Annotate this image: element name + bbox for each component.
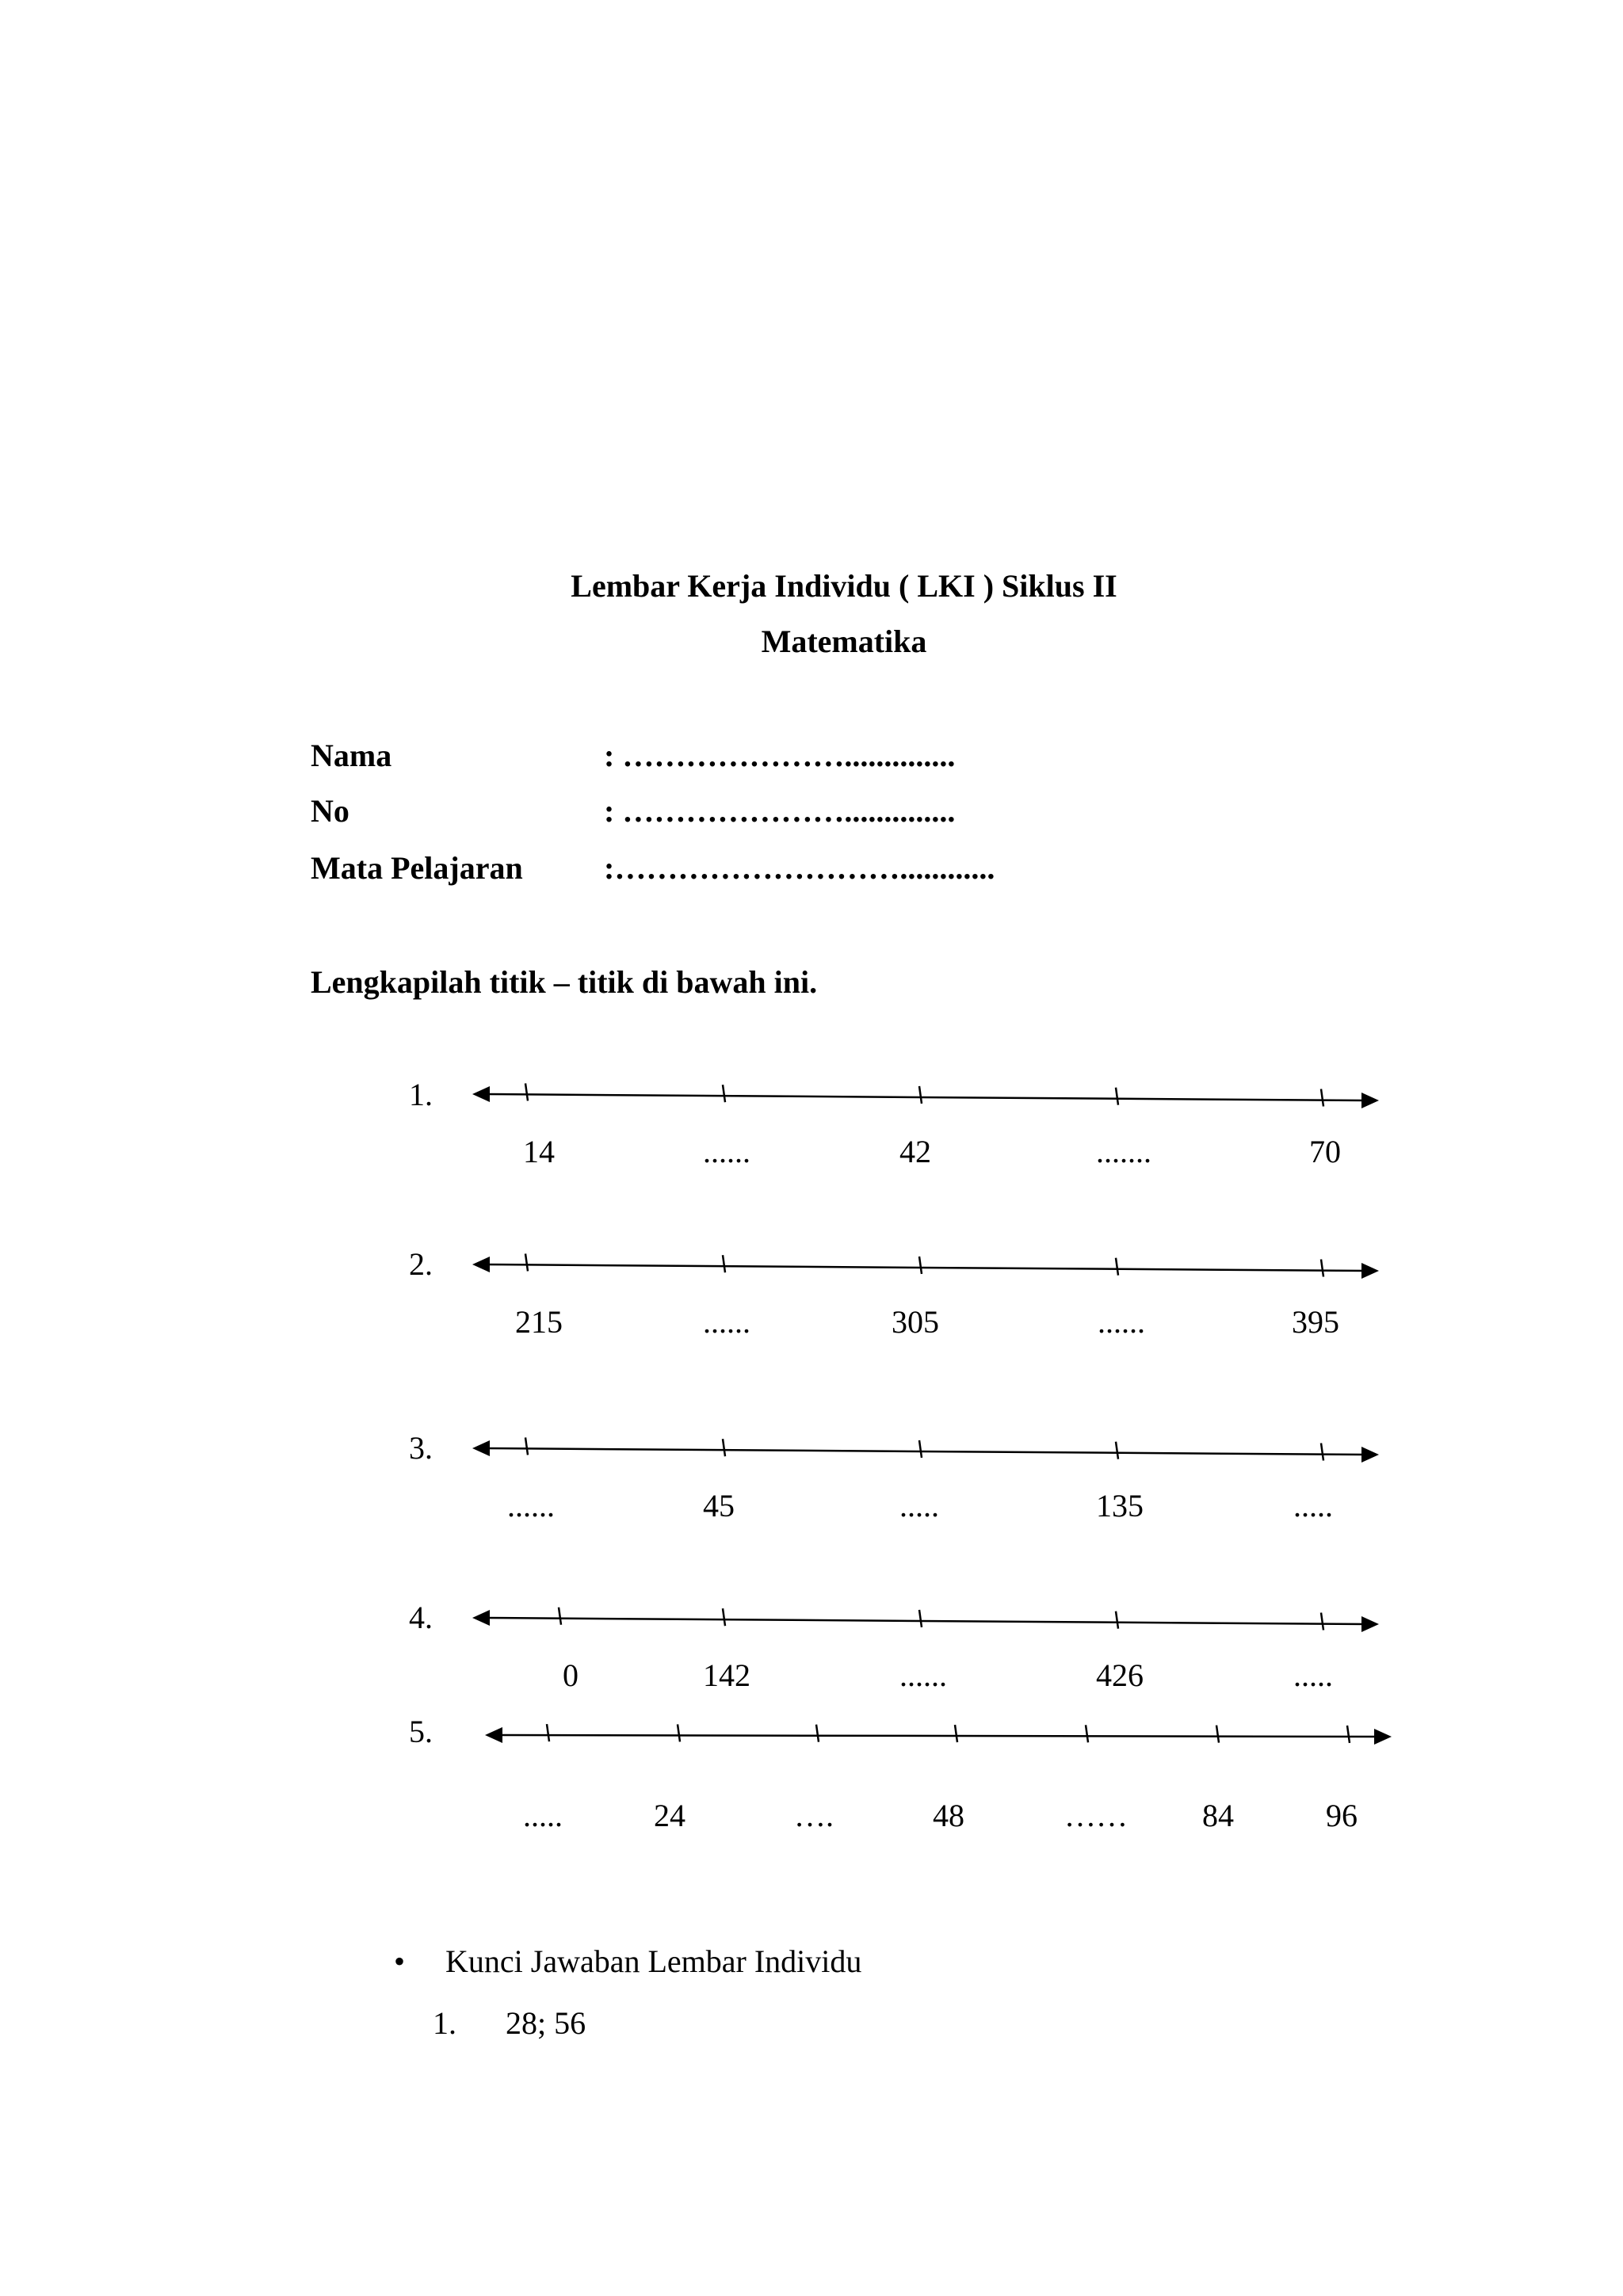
number-line-tick (816, 1725, 819, 1742)
number-line-tick (1116, 1442, 1118, 1459)
number-line-tick (723, 1085, 725, 1102)
arrow-left-icon (472, 1257, 490, 1272)
number-line (472, 1437, 1379, 1463)
number-line-label[interactable]: ...... (703, 1304, 750, 1340)
number-line-axis (483, 1264, 1366, 1271)
number-line-tick (1116, 1088, 1118, 1105)
number-line-label[interactable]: ..... (899, 1488, 939, 1524)
number-line-label: 48 (933, 1798, 964, 1833)
number-line-label[interactable]: ..... (1293, 1657, 1333, 1693)
number-line-tick (919, 1610, 922, 1627)
number-line-label[interactable]: ..... (523, 1798, 563, 1833)
problem-number: 3. (409, 1430, 433, 1466)
instruction: Lengkapilah titik – titik di bawah ini. (311, 964, 818, 1000)
field-label-nama: Nama (311, 738, 392, 773)
number-line-label: 426 (1096, 1657, 1144, 1693)
number-line-label: 70 (1309, 1134, 1341, 1169)
problem-number: 5. (409, 1714, 433, 1749)
problem-number: 2. (409, 1246, 433, 1282)
arrow-right-icon (1361, 1616, 1379, 1632)
number-line-tick (1321, 1612, 1323, 1630)
number-line-tick (525, 1083, 528, 1100)
number-line-label[interactable]: ....... (1096, 1134, 1151, 1169)
page-title: Lembar Kerja Individu ( LKI ) Siklus II (571, 568, 1117, 604)
number-line-tick (723, 1439, 725, 1456)
number-line-tick (559, 1608, 561, 1625)
number-line (472, 1608, 1379, 1632)
answer-key-item-number: 1. (433, 2005, 456, 2041)
field-value-nama[interactable]: : ………………….............. (604, 738, 956, 773)
problem-number: 4. (409, 1600, 433, 1635)
arrow-left-icon (472, 1440, 490, 1456)
number-line-axis (483, 1094, 1366, 1100)
number-line-label[interactable]: …. (794, 1798, 834, 1833)
arrow-right-icon (1361, 1263, 1379, 1279)
number-line-label: 135 (1096, 1488, 1144, 1524)
number-line-tick (1347, 1726, 1350, 1743)
number-line-tick (525, 1437, 528, 1455)
arrow-right-icon (1361, 1093, 1379, 1108)
number-line-label[interactable]: …… (1064, 1798, 1128, 1833)
bullet-icon: • (394, 1943, 406, 1979)
number-line-axis (483, 1618, 1366, 1624)
number-line-label: 305 (892, 1304, 939, 1340)
number-line-tick (1321, 1259, 1323, 1276)
number-line-tick (919, 1440, 922, 1458)
number-line-tick (1116, 1258, 1118, 1276)
number-line-label: 215 (515, 1304, 563, 1340)
number-line-axis (483, 1448, 1366, 1455)
answer-key-item-text: 28; 56 (506, 2005, 586, 2041)
number-line-axis (496, 1735, 1379, 1737)
number-line-tick (1116, 1611, 1118, 1629)
page-subtitle: Matematika (761, 624, 927, 659)
number-line-label: 395 (1292, 1304, 1339, 1340)
number-line (485, 1724, 1392, 1745)
field-label-mata-pelajaran: Mata Pelajaran (311, 850, 523, 886)
number-line-label: 14 (523, 1134, 555, 1169)
number-line-label: 42 (899, 1134, 931, 1169)
number-line-label: 24 (654, 1798, 685, 1833)
problem-number: 1. (409, 1077, 433, 1112)
number-line-label: 0 (563, 1657, 579, 1693)
number-line-label[interactable]: ...... (703, 1134, 750, 1169)
number-line-tick (1216, 1726, 1219, 1743)
number-line-tick (919, 1257, 922, 1274)
number-line-label[interactable]: ..... (1293, 1488, 1333, 1524)
arrow-right-icon (1374, 1729, 1392, 1745)
number-line-label: 142 (703, 1657, 750, 1693)
number-line-label: 84 (1202, 1798, 1234, 1833)
number-line-tick (1321, 1089, 1323, 1106)
number-line-tick (919, 1086, 922, 1104)
number-line-tick (525, 1253, 528, 1271)
number-line-label[interactable]: ...... (507, 1488, 555, 1524)
number-line-label: 45 (703, 1488, 735, 1524)
field-label-no: No (311, 793, 349, 829)
number-line-tick (1086, 1725, 1088, 1742)
number-line-label[interactable]: ...... (899, 1657, 947, 1693)
arrow-right-icon (1361, 1447, 1379, 1463)
answer-key-heading: Kunci Jawaban Lembar Individu (445, 1943, 862, 1979)
arrow-left-icon (472, 1086, 490, 1102)
number-line-tick (1321, 1443, 1323, 1460)
number-line-label: 96 (1326, 1798, 1358, 1833)
field-value-mata-pelajaran[interactable]: :………………………............ (604, 850, 995, 886)
number-line (472, 1253, 1379, 1279)
field-value-no[interactable]: : ………………….............. (604, 793, 956, 829)
number-line-tick (723, 1255, 725, 1272)
arrow-left-icon (485, 1727, 502, 1743)
number-line-label[interactable]: ...... (1098, 1304, 1145, 1340)
number-line-tick (678, 1724, 680, 1741)
number-line-tick (547, 1724, 549, 1741)
arrow-left-icon (472, 1610, 490, 1626)
number-line-tick (955, 1725, 957, 1742)
number-line-tick (723, 1608, 725, 1626)
number-line (472, 1083, 1379, 1108)
